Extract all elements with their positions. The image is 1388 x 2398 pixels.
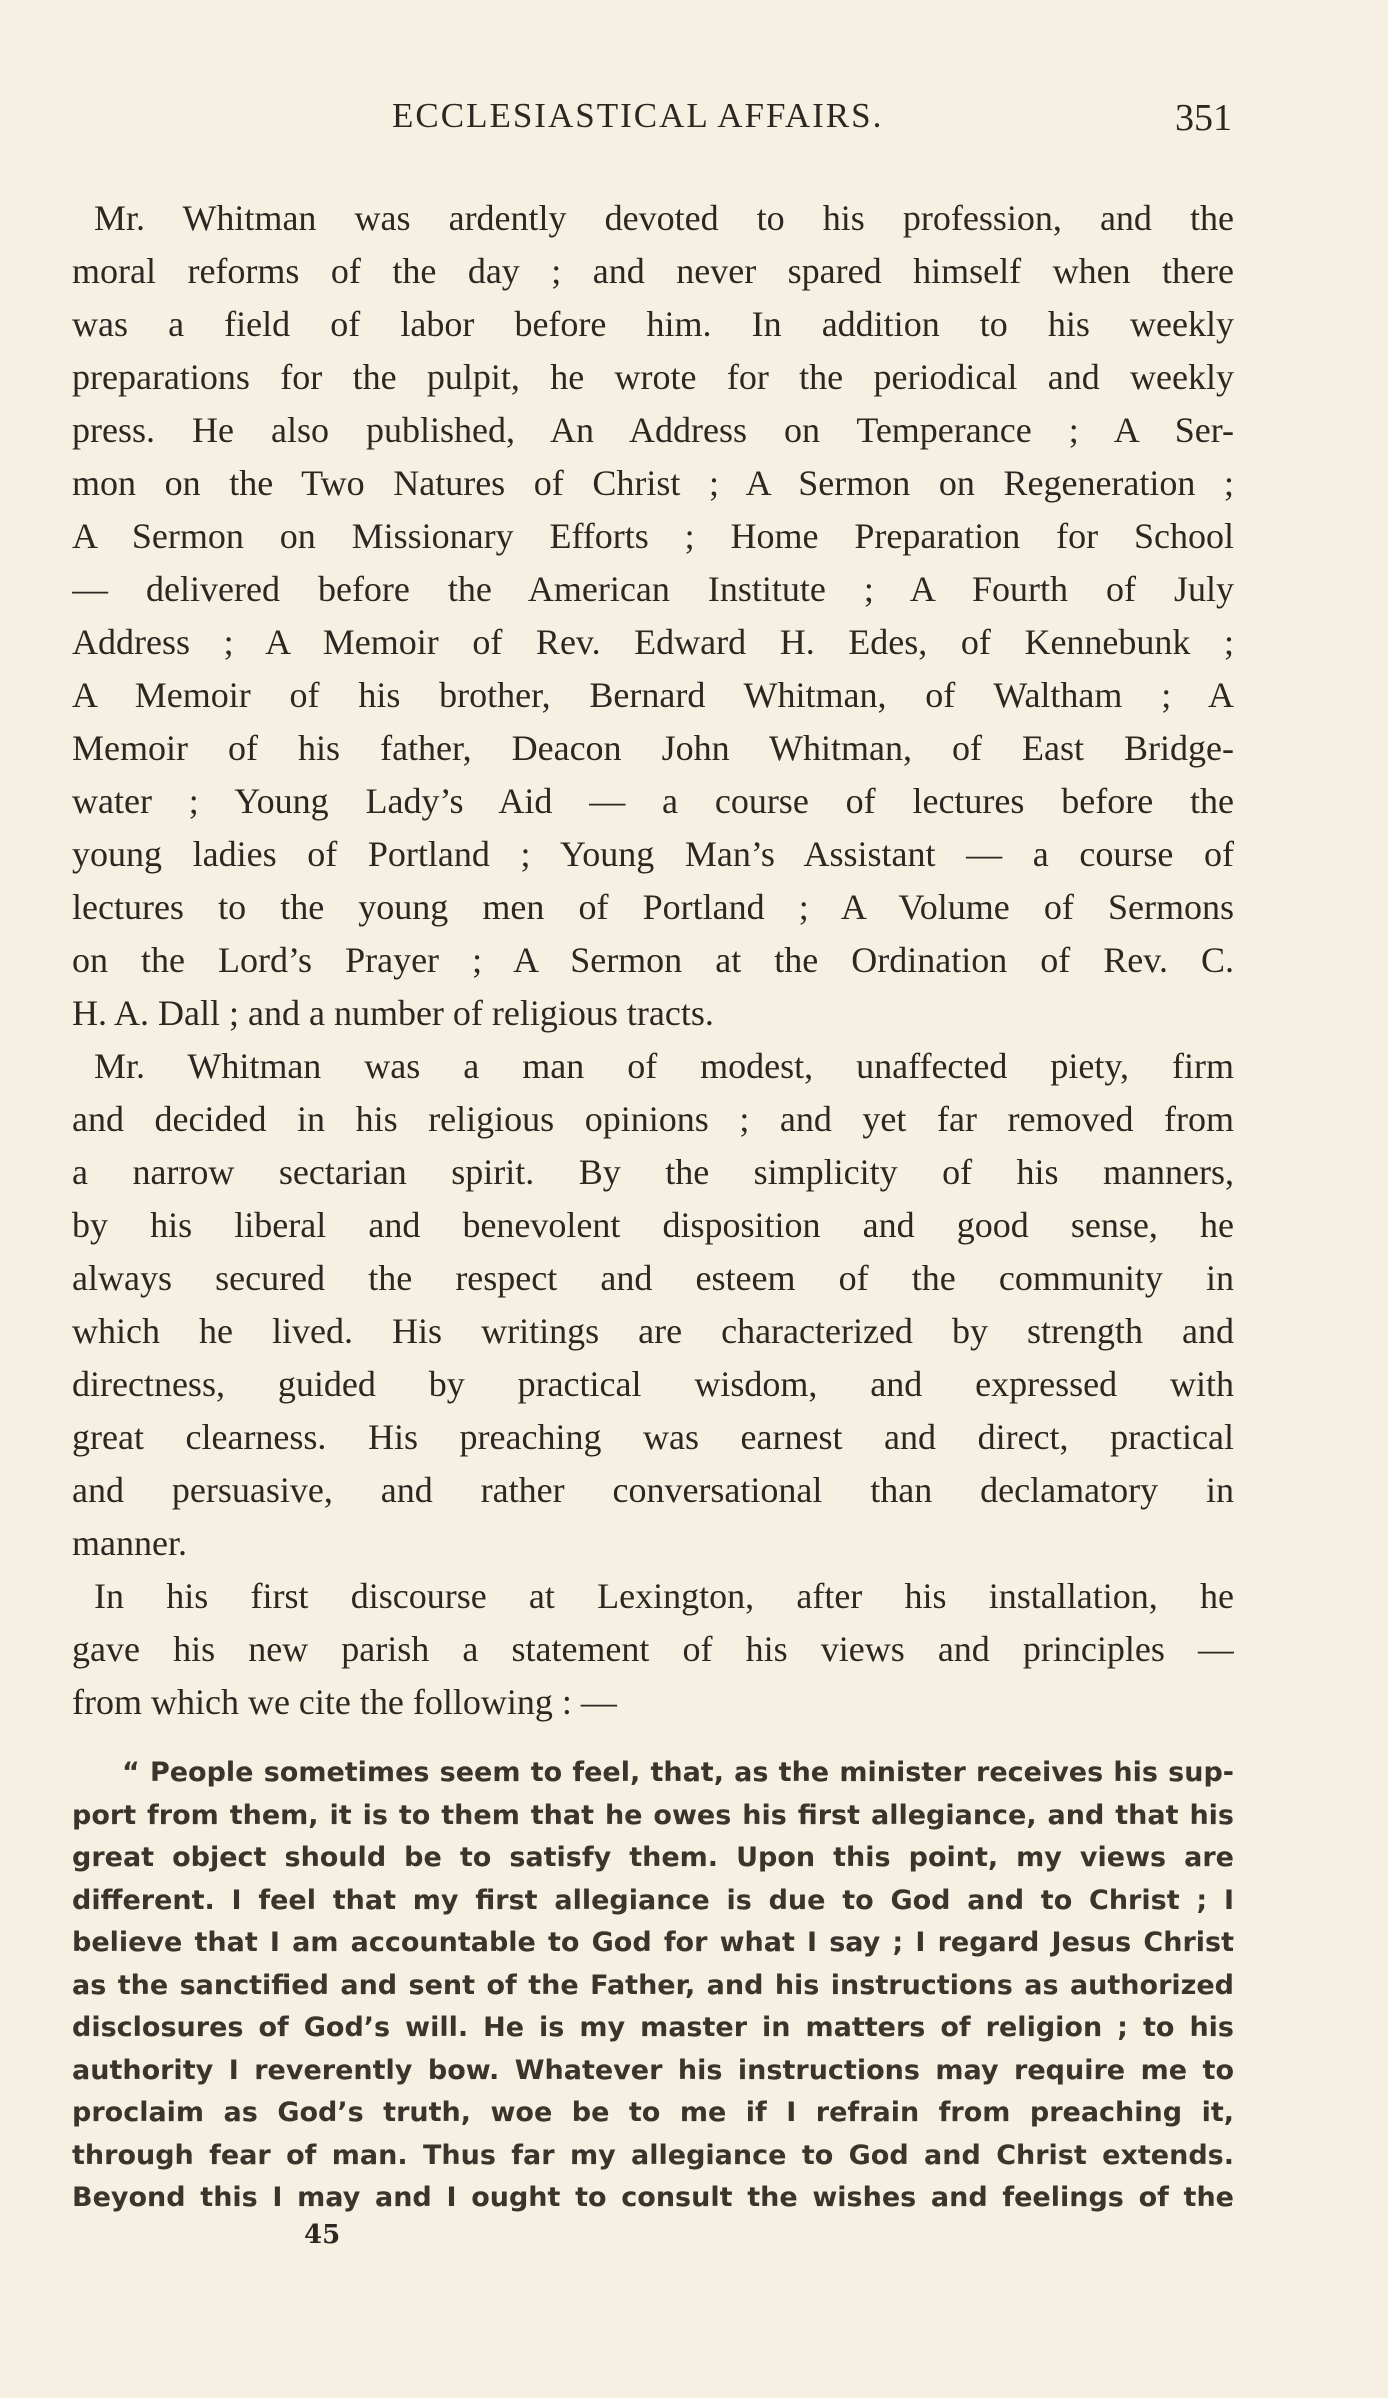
quote-line: believe that I am accountable to God for what I say ; I regard Jesus Christ — [72, 1927, 1234, 1958]
quote-line: Beyond this I may and I ought to consult the wishes and feelings of the — [72, 2182, 1234, 2213]
text-line: press. He also published, An Address on Temperance ; A Ser- — [72, 410, 1234, 450]
running-head — [72, 96, 1232, 146]
text-line: from which we cite the following : — — [72, 1682, 617, 1722]
text-line: which he lived. His writings are characterized by strength and — [72, 1311, 1234, 1351]
running-head-title: ECCLESIASTICAL AFFAIRS. — [392, 96, 884, 135]
quote-line: through fear of man. Thus far my allegiance to God and Christ extends. — [72, 2139, 1234, 2171]
block-quote — [72, 1752, 1234, 2220]
text-line: always secured the respect and esteem of the community in — [72, 1258, 1234, 1298]
text-line: — delivered before the American Institute ; A Fourth of July — [72, 569, 1234, 609]
text-line: In his first discourse at Lexington, after his installation, he — [94, 1576, 1234, 1616]
quote-line: authority I reverently bow. Whatever his instructions may require me to — [72, 2054, 1234, 2086]
text-line: manner. — [72, 1523, 187, 1563]
text-line: Mr. Whitman was ardently devoted to his profession, and the — [94, 198, 1234, 238]
text-line: by his liberal and benevolent disposition and good sense, he — [72, 1205, 1234, 1245]
text-line: A Sermon on Missionary Efforts ; Home Preparation for School — [72, 516, 1234, 556]
page-number: 351 — [1175, 97, 1232, 139]
text-line: H. A. Dall ; and a number of religious tracts. — [72, 993, 714, 1033]
text-line: directness, guided by practical wisdom, and expressed with — [72, 1364, 1234, 1404]
text-line: Address ; A Memoir of Rev. Edward H. Edes, of Kennebunk ; — [72, 622, 1234, 662]
quote-line: disclosures of God’s will. He is my master in matters of religion ; to his — [72, 2012, 1234, 2043]
text-line: and persuasive, and rather conversational than declamatory in — [72, 1470, 1234, 1510]
quote-line: as the sanctified and sent of the Father, and his instructions as authorized — [72, 1969, 1234, 2001]
text-line: was a field of labor before him. In addition to his weekly — [72, 304, 1234, 344]
text-line: a narrow sectarian spirit. By the simplicity of his manners, — [72, 1152, 1234, 1192]
quote-line: great object should be to satisfy them. Upon this point, my views are — [72, 1842, 1234, 1873]
text-line: moral reforms of the day ; and never spared himself when there — [72, 251, 1234, 291]
text-line: mon on the Two Natures of Christ ; A Sermon on Regeneration ; — [72, 463, 1234, 503]
signature-mark: 45 — [304, 2220, 341, 2250]
quote-line: different. I feel that my first allegiance is due to God and to Christ ; I — [72, 1884, 1234, 1916]
text-line: and decided in his religious opinions ; and yet far removed from — [72, 1099, 1234, 1139]
text-line: A Memoir of his brother, Bernard Whitman, of Waltham ; A — [72, 675, 1234, 715]
quote-line: “ People sometimes seem to feel, that, as the minister receives his sup- — [122, 1757, 1234, 1788]
body-text — [72, 192, 1234, 1729]
quote-line: port from them, it is to them that he owes his first allegiance, and that his — [72, 1799, 1234, 1831]
text-line: Memoir of his father, Deacon John Whitman, of East Bridge- — [72, 728, 1234, 768]
text-line: water ; Young Lady’s Aid — a course of lectures before the — [72, 781, 1234, 821]
text-line: preparations for the pulpit, he wrote for the periodical and weekly — [72, 357, 1234, 397]
text-line: young ladies of Portland ; Young Man’s Assistant — a course of — [72, 834, 1234, 874]
text-line: Mr. Whitman was a man of modest, unaffected piety, firm — [94, 1046, 1234, 1086]
text-line: gave his new parish a statement of his views and principles — — [72, 1629, 1234, 1669]
quote-line: proclaim as God’s truth, woe be to me if I refrain from preaching it, — [72, 2097, 1234, 2128]
text-line: on the Lord’s Prayer ; A Sermon at the Ordination of Rev. C. — [72, 940, 1234, 980]
text-line: lectures to the young men of Portland ; A Volume of Sermons — [72, 887, 1234, 927]
text-line: great clearness. His preaching was earnest and direct, practical — [72, 1417, 1234, 1457]
